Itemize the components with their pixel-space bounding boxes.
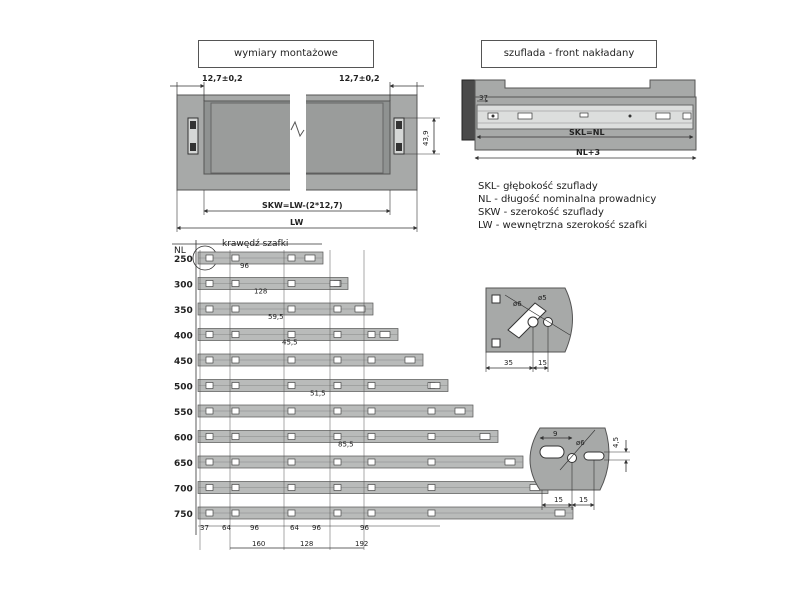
side-view <box>462 80 696 158</box>
rail-hole <box>368 485 375 491</box>
rail-hole <box>334 332 341 338</box>
detail2-dim-h: 4,5 <box>612 436 620 448</box>
rail-hole <box>206 255 213 261</box>
legend-skl: SKL- głębokość szuflady <box>478 181 598 192</box>
dim-left-offset: 12,7±0,2 <box>202 74 243 83</box>
rail-hole <box>334 306 341 312</box>
front-view <box>170 74 440 232</box>
rail-hole <box>232 255 239 261</box>
rail-end-slot <box>480 434 490 440</box>
rail-hole <box>288 408 295 414</box>
rail-hole <box>368 383 375 389</box>
rail-hole <box>334 485 341 491</box>
detail1-dim-15: 15 <box>538 359 547 367</box>
rail-length-label: 750 <box>174 510 193 520</box>
rail-end-slot <box>355 306 365 312</box>
detail1-diameter-6: ø6 <box>513 300 522 308</box>
rail-length-label: 500 <box>174 382 193 393</box>
bottom-dim-1: 96 <box>250 524 259 532</box>
rail-length-label: 700 <box>174 484 193 495</box>
rail-inline-dim: 128 <box>254 287 268 296</box>
rail-inline-dim: 45,5 <box>282 338 298 347</box>
detail-1 <box>486 288 573 372</box>
rail-hole <box>206 408 213 414</box>
rail-hole <box>334 459 341 465</box>
rail-length-label: 300 <box>174 280 193 291</box>
legend-lw: LW - wewnętrzna szerokość szafki <box>478 220 648 231</box>
rail-hole <box>334 357 341 363</box>
dim-right-offset: 12,7±0,2 <box>339 74 380 83</box>
rail-hole <box>232 510 239 516</box>
rail-inline-dim: 51,5 <box>310 389 326 398</box>
detail2-dim-a: 15 <box>554 496 563 504</box>
rail-hole <box>368 510 375 516</box>
rail-hole <box>232 357 239 363</box>
rail-length-label: 250 <box>174 255 193 265</box>
rail-hole <box>232 408 239 414</box>
rail-hole <box>288 459 295 465</box>
dim-lw: LW <box>290 218 304 227</box>
rail-hole <box>206 306 213 312</box>
rail-hole <box>288 434 295 440</box>
rail-hole <box>428 459 435 465</box>
rail-hole <box>288 255 295 261</box>
rail-end-slot <box>430 383 440 389</box>
rail-hole <box>428 434 435 440</box>
rail-inline-dim: 96 <box>240 262 249 270</box>
rail-row-550 <box>174 405 473 418</box>
rail-hole <box>206 510 213 516</box>
rail-hole <box>232 281 239 287</box>
rail-hole <box>206 332 213 338</box>
bottom-dim-1: 64 <box>222 524 231 532</box>
left-bracket <box>188 118 198 154</box>
rail-length-label: 600 <box>174 433 193 444</box>
rail-end-slot <box>305 255 315 261</box>
legend <box>478 180 656 232</box>
rail-row-600 <box>174 431 498 444</box>
rail-end-slot <box>380 332 390 338</box>
bottom-dim-2: 192 <box>355 540 369 548</box>
legend-skw: SKW - szerokość szuflady <box>478 207 604 218</box>
rail-hole <box>206 357 213 363</box>
rail-hole <box>206 485 213 491</box>
rail-end-slot <box>505 459 515 465</box>
detail1-diameter-5: ø5 <box>538 294 547 302</box>
dim-skl: SKL=NL <box>569 128 605 137</box>
rail-hole <box>428 510 435 516</box>
detail2-diameter: ø6 <box>576 439 585 447</box>
rail-hole <box>232 434 239 440</box>
detail2-dim-b: 15 <box>579 496 588 504</box>
rail-hole <box>288 306 295 312</box>
rail-hole <box>232 459 239 465</box>
rail-hole <box>368 357 375 363</box>
rail-hole <box>368 434 375 440</box>
rail-hole <box>428 485 435 491</box>
dim-offset-37: 37 <box>479 94 488 102</box>
rail-hole <box>428 408 435 414</box>
cabinet-edge-label: krawędź szafki <box>222 239 289 249</box>
rail-row-450 <box>174 354 423 367</box>
rail-hole <box>368 408 375 414</box>
rail-hole <box>288 383 295 389</box>
legend-nl: NL - długość nominalna prowadnicy <box>478 194 657 205</box>
rail-end-slot <box>405 357 415 363</box>
rail-hole <box>288 357 295 363</box>
rail-hole <box>206 281 213 287</box>
detail1-dim-35: 35 <box>504 359 513 367</box>
rail-hole <box>288 281 295 287</box>
rail-length-label: 400 <box>174 331 193 342</box>
rail-hole <box>232 332 239 338</box>
bottom-dim-1: 64 <box>290 524 299 532</box>
rail-length-label: 650 <box>174 459 193 469</box>
rail-length-label: 550 <box>174 408 193 418</box>
title-mounting-dimensions: wymiary montażowe <box>198 40 374 68</box>
rail-row-750 <box>174 507 573 520</box>
rail-chart <box>172 239 573 550</box>
rail-hole <box>232 383 239 389</box>
rail-end-slot <box>555 510 565 516</box>
rail-hole <box>368 332 375 338</box>
bottom-dim-2: 128 <box>300 540 314 548</box>
bottom-dim-1: 96 <box>312 524 321 532</box>
rail-hole <box>368 459 375 465</box>
detail2-dim-9: 9 <box>553 430 558 438</box>
chart-header-nl: NL <box>174 246 186 256</box>
rail-length-label: 450 <box>174 357 193 367</box>
rail-hole <box>232 485 239 491</box>
rail-inline-dim: 59,5 <box>268 313 284 321</box>
bottom-dim-2: 160 <box>252 540 266 548</box>
rail-hole <box>334 434 341 440</box>
detail-2 <box>530 428 630 510</box>
rail-hole <box>206 434 213 440</box>
rail-length-label: 350 <box>174 306 193 316</box>
bottom-dim-1: 96 <box>360 524 369 532</box>
dim-skw: SKW=LW-(2*12,7) <box>262 201 343 210</box>
title-drawer-front: szuflada - front nakładany <box>481 40 657 68</box>
rail-hole <box>334 510 341 516</box>
rail-end-slot <box>455 408 465 414</box>
rail-hole <box>334 408 341 414</box>
right-bracket <box>394 118 404 154</box>
dim-height: 43,9 <box>422 130 430 146</box>
rail-row-650 <box>174 456 523 469</box>
bottom-dim-1: 37 <box>200 524 209 532</box>
rail-inline-dim: 85,5 <box>338 440 354 449</box>
rail-hole <box>232 306 239 312</box>
rail-end-slot <box>330 281 340 287</box>
rail-hole <box>288 485 295 491</box>
rail-hole <box>334 383 341 389</box>
rail-hole <box>288 332 295 338</box>
rail-hole <box>288 510 295 516</box>
dim-nl3: NL+3 <box>576 148 601 157</box>
rail-hole <box>206 383 213 389</box>
rail-hole <box>206 459 213 465</box>
